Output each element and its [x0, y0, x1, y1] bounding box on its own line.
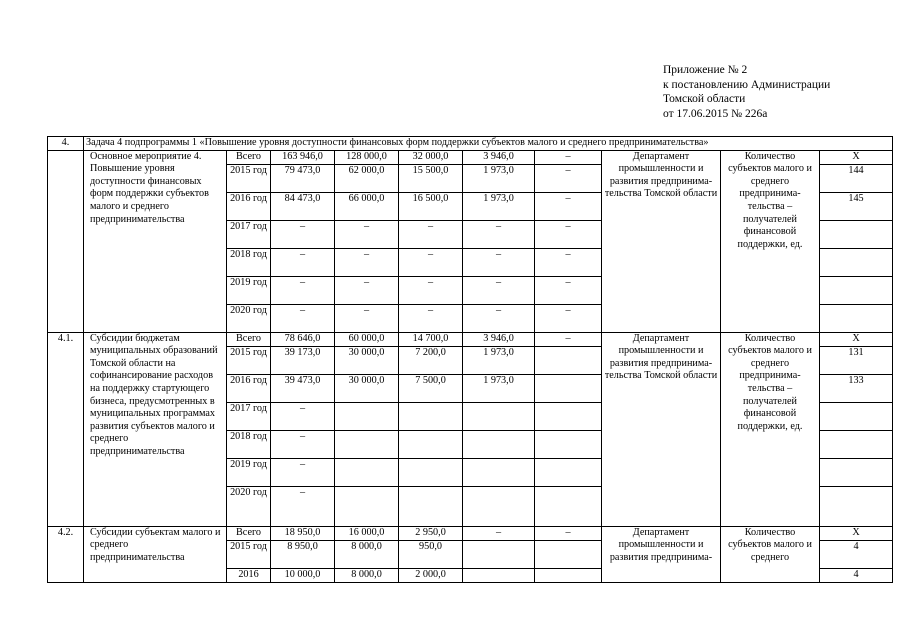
local-cell — [463, 458, 535, 486]
regional-cell — [399, 402, 463, 430]
total-cell: 10 000,0 — [271, 568, 335, 582]
regional-cell: – — [399, 220, 463, 248]
federal-cell: – — [335, 248, 399, 276]
other-cell: – — [535, 526, 602, 540]
other-cell — [535, 540, 602, 568]
local-cell: 1 973,0 — [463, 164, 535, 192]
year-cell: Всего — [227, 526, 271, 540]
year-cell: 2019 год — [227, 276, 271, 304]
local-cell — [463, 568, 535, 582]
other-cell: – — [535, 164, 602, 192]
executor-cell: Департамент промышленности и развития предпринима-тельства Томской области — [602, 150, 721, 332]
regional-cell: 7 500,0 — [399, 374, 463, 402]
other-cell: – — [535, 304, 602, 332]
total-cell: – — [271, 486, 335, 526]
other-cell: – — [535, 192, 602, 220]
year-cell: 2019 год — [227, 458, 271, 486]
other-cell — [535, 486, 602, 526]
federal-cell: 16 000,0 — [335, 526, 399, 540]
year-cell: 2017 год — [227, 402, 271, 430]
indicator-cell: Количество субъектов малого и среднего предпринима-тельства – получателей финансовой поддержки, ед. — [721, 150, 820, 332]
other-cell — [535, 402, 602, 430]
regional-cell: 32 000,0 — [399, 150, 463, 164]
table-row — [48, 150, 893, 164]
federal-cell: 60 000,0 — [335, 332, 399, 346]
local-cell: 1 973,0 — [463, 374, 535, 402]
local-cell: 3 946,0 — [463, 332, 535, 346]
indicator-value-cell: Х — [820, 332, 893, 346]
year-cell: 2018 год — [227, 248, 271, 276]
other-cell: – — [535, 332, 602, 346]
local-cell: – — [463, 220, 535, 248]
total-cell: 39 473,0 — [271, 374, 335, 402]
total-cell: 163 946,0 — [271, 150, 335, 164]
year-cell: 2016 — [227, 568, 271, 582]
appendix-line-1: Приложение № 2 — [663, 64, 748, 76]
local-cell — [463, 540, 535, 568]
task-row — [48, 137, 893, 151]
local-cell: – — [463, 304, 535, 332]
year-cell: Всего — [227, 332, 271, 346]
other-cell: – — [535, 276, 602, 304]
other-cell — [535, 374, 602, 402]
indicator-value-cell — [820, 220, 893, 248]
federal-cell: 30 000,0 — [335, 374, 399, 402]
task-title: Задача 4 подпрограммы 1 «Повышение уровня доступности финансовых форм поддержки субъектов малого и среднего предпринимательства» — [84, 137, 893, 151]
federal-cell: 66 000,0 — [335, 192, 399, 220]
other-cell: – — [535, 220, 602, 248]
year-cell: 2017 год — [227, 220, 271, 248]
section-number: 4.2. — [48, 526, 84, 582]
regional-cell: – — [399, 276, 463, 304]
indicator-cell: Количество субъектов малого и среднего — [721, 526, 820, 582]
indicator-value-cell: 145 — [820, 192, 893, 220]
year-cell: 2016 год — [227, 192, 271, 220]
total-cell: 18 950,0 — [271, 526, 335, 540]
total-cell: – — [271, 220, 335, 248]
federal-cell: 8 000,0 — [335, 568, 399, 582]
total-cell: – — [271, 248, 335, 276]
total-cell: 39 173,0 — [271, 346, 335, 374]
regional-cell: 15 500,0 — [399, 164, 463, 192]
table-row — [48, 332, 893, 346]
local-cell: – — [463, 248, 535, 276]
appendix-line-2: к постановлению Администрации — [663, 78, 831, 91]
year-cell: Всего — [227, 150, 271, 164]
federal-cell: – — [335, 276, 399, 304]
other-cell: – — [535, 248, 602, 276]
local-cell: 1 973,0 — [463, 346, 535, 374]
year-cell: 2020 год — [227, 486, 271, 526]
other-cell — [535, 568, 602, 582]
local-cell: 3 946,0 — [463, 150, 535, 164]
indicator-value-cell: Х — [820, 526, 893, 540]
total-cell: – — [271, 304, 335, 332]
indicator-value-cell: 4 — [820, 540, 893, 568]
other-cell: – — [535, 150, 602, 164]
regional-cell: 2 950,0 — [399, 526, 463, 540]
year-cell: 2018 год — [227, 430, 271, 458]
federal-cell: 62 000,0 — [335, 164, 399, 192]
indicator-value-cell — [820, 458, 893, 486]
indicator-value-cell: 131 — [820, 346, 893, 374]
federal-cell — [335, 486, 399, 526]
federal-cell: 8 000,0 — [335, 540, 399, 568]
local-cell: – — [463, 526, 535, 540]
section-name: Основное мероприятие 4. Повышение уровня доступности финансовых форм поддержки субъектов малого и среднего предпринимательства — [84, 150, 227, 332]
appendix-header — [663, 63, 830, 121]
total-cell: – — [271, 458, 335, 486]
federal-cell — [335, 430, 399, 458]
federal-cell: – — [335, 220, 399, 248]
year-cell: 2015 год — [227, 540, 271, 568]
regional-cell — [399, 430, 463, 458]
section-name: Субсидии бюджетам муниципальных образований Томской области на софинансирование расходов на поддержку стартующего бизнеса, предусмотренных в муниципальных программах развития субъектов малого и среднего предпринимательства — [84, 332, 227, 526]
federal-cell — [335, 458, 399, 486]
task-number: 4. — [48, 137, 84, 151]
other-cell — [535, 346, 602, 374]
indicator-value-cell: Х — [820, 150, 893, 164]
other-cell — [535, 458, 602, 486]
section-name: Субсидии субъектам малого и среднего предпринимательства — [84, 526, 227, 582]
year-cell: 2015 год — [227, 346, 271, 374]
regional-cell: 950,0 — [399, 540, 463, 568]
indicator-value-cell: 133 — [820, 374, 893, 402]
local-cell: 1 973,0 — [463, 192, 535, 220]
indicator-value-cell — [820, 304, 893, 332]
year-cell: 2016 год — [227, 374, 271, 402]
section-number: 4.1. — [48, 332, 84, 526]
regional-cell: – — [399, 248, 463, 276]
regional-cell: 7 200,0 — [399, 346, 463, 374]
indicator-value-cell: 144 — [820, 164, 893, 192]
regional-cell — [399, 486, 463, 526]
program-table — [47, 136, 893, 583]
regional-cell: – — [399, 304, 463, 332]
total-cell: 8 950,0 — [271, 540, 335, 568]
federal-cell: 30 000,0 — [335, 346, 399, 374]
indicator-value-cell: 4 — [820, 568, 893, 582]
other-cell — [535, 430, 602, 458]
executor-cell: Департамент промышленности и развития предпринима-тельства Томской области — [602, 332, 721, 526]
local-cell — [463, 402, 535, 430]
federal-cell — [335, 402, 399, 430]
section-number — [48, 150, 84, 332]
appendix-line-4: от 17.06.2015 № 226а — [663, 107, 768, 120]
total-cell: – — [271, 430, 335, 458]
regional-cell — [399, 458, 463, 486]
indicator-value-cell — [820, 402, 893, 430]
total-cell: – — [271, 402, 335, 430]
regional-cell: 14 700,0 — [399, 332, 463, 346]
federal-cell: 128 000,0 — [335, 150, 399, 164]
executor-cell: Департамент промышленности и развития предпринима- — [602, 526, 721, 582]
total-cell: – — [271, 276, 335, 304]
total-cell: 84 473,0 — [271, 192, 335, 220]
indicator-value-cell — [820, 486, 893, 526]
regional-cell: 2 000,0 — [399, 568, 463, 582]
local-cell — [463, 486, 535, 526]
local-cell — [463, 430, 535, 458]
indicator-cell: Количество субъектов малого и среднего предпринима-тельства – получателей финансовой поддержки, ед. — [721, 332, 820, 526]
year-cell: 2015 год — [227, 164, 271, 192]
indicator-value-cell — [820, 276, 893, 304]
indicator-value-cell — [820, 430, 893, 458]
year-cell: 2020 год — [227, 304, 271, 332]
total-cell: 79 473,0 — [271, 164, 335, 192]
local-cell: – — [463, 276, 535, 304]
table-row — [48, 526, 893, 540]
total-cell: 78 646,0 — [271, 332, 335, 346]
federal-cell: – — [335, 304, 399, 332]
appendix-line-3: Томской области — [663, 93, 746, 105]
regional-cell: 16 500,0 — [399, 192, 463, 220]
indicator-value-cell — [820, 248, 893, 276]
